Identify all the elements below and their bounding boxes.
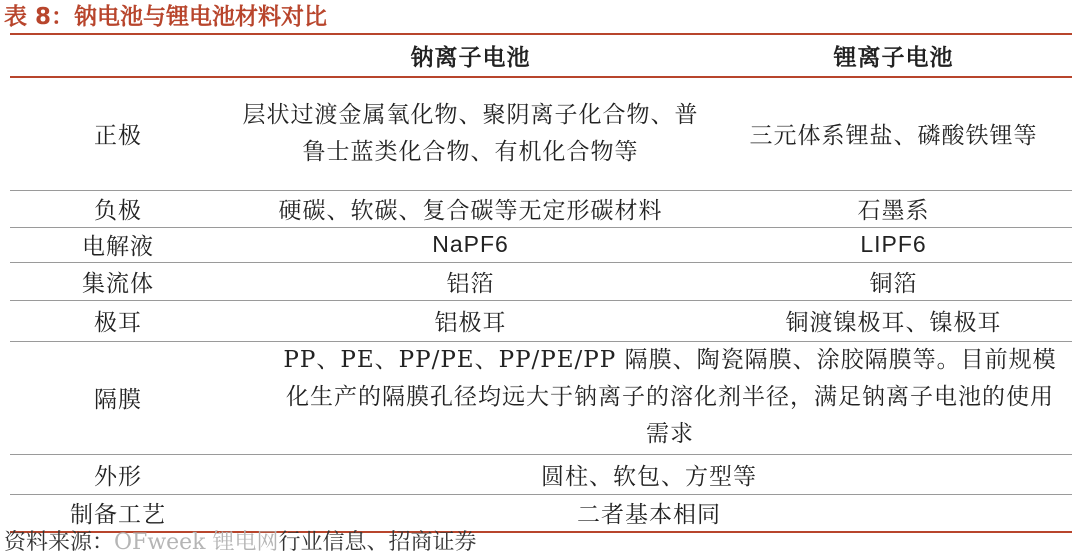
table-row-cathode — [10, 77, 1072, 190]
cell-cathode-sodium: 层状过渡金属氧化物、聚阴离子化合物、普鲁士蓝类化合物、有机化合物等 — [226, 77, 715, 190]
table-header-row — [10, 34, 1072, 77]
row-label-electrolyte: 电解液 — [10, 227, 226, 262]
cell-tab-sodium: 铝极耳 — [226, 300, 715, 341]
watermark-logo: OFweek 锂电网 — [114, 530, 279, 555]
source-text: 行业信息、招商证券 — [278, 530, 477, 555]
table-row-form-factor — [10, 454, 1072, 494]
table-row-current-collector — [10, 262, 1072, 300]
table-row-electrolyte — [10, 227, 1072, 262]
table-row-anode — [10, 190, 1072, 227]
row-label-form-factor: 外形 — [10, 454, 226, 494]
row-label-anode: 负极 — [10, 190, 226, 227]
cell-collector-sodium: 铝箔 — [226, 262, 715, 300]
header-sodium-battery: 钠离子电池 — [226, 34, 715, 77]
cell-collector-lithium: 铜箔 — [715, 262, 1072, 300]
row-label-current-collector: 集流体 — [10, 262, 226, 300]
table-caption: 表 8：钠电池与锂电池材料对比 — [4, 4, 328, 30]
cell-anode-sodium: 硬碳、软碳、复合碳等无定形碳材料 — [226, 190, 715, 227]
row-label-cathode: 正极 — [10, 77, 226, 190]
table-row-process — [10, 494, 1072, 532]
cell-process-both: 二者基本相同 — [226, 494, 1072, 532]
cell-anode-lithium: 石墨系 — [715, 190, 1072, 227]
cell-electrolyte-lithium: LIPF6 — [715, 227, 1072, 262]
cell-electrolyte-sodium: NaPF6 — [226, 227, 715, 262]
row-label-tab: 极耳 — [10, 300, 226, 341]
header-lithium-battery: 锂离子电池 — [715, 34, 1072, 77]
source-prefix: 资料来源： — [4, 530, 115, 555]
row-label-process: 制备工艺 — [10, 494, 226, 532]
cell-cathode-lithium: 三元体系锂盐、磷酸铁锂等 — [715, 77, 1072, 190]
comparison-table — [10, 33, 1072, 533]
table-row-tab — [10, 300, 1072, 341]
row-label-separator: 隔膜 — [10, 341, 226, 454]
source-note — [4, 529, 477, 557]
cell-tab-lithium: 铜渡镍极耳、镍极耳 — [715, 300, 1072, 341]
cell-form-factor-both: 圆柱、软包、方型等 — [226, 454, 1072, 494]
header-blank-cell — [10, 34, 226, 77]
cell-separator-both: PP、PE、PP/PE、PP/PE/PP 隔膜、陶瓷隔膜、涂胶隔膜等。目前规模化生产的隔膜孔径均远大于钠离子的溶化剂半径，满足钠离子电池的使用需求 — [226, 341, 1072, 454]
table-row-separator — [10, 341, 1072, 454]
